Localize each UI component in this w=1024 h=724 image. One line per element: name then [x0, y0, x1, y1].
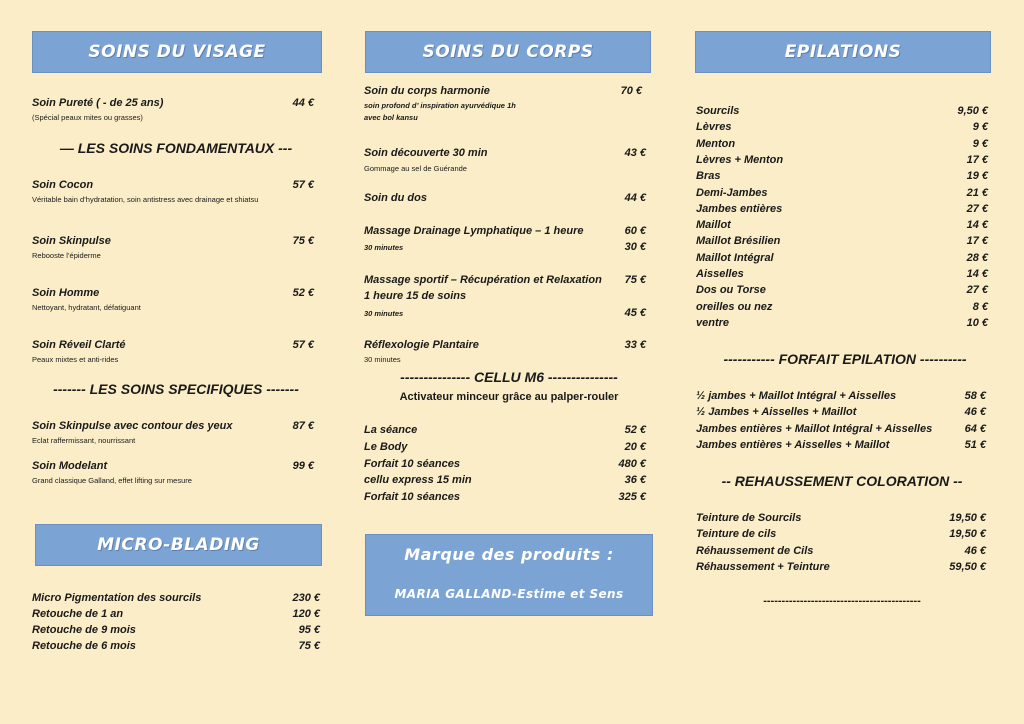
sportif-name: Massage sportif – Récupération et Relaxation: [364, 274, 602, 286]
epilation-item-price: 9 €: [972, 137, 988, 150]
epilation-item-price: 9 €: [972, 121, 988, 134]
specifiques-title: ------- LES SOINS SPECIFIQUES -------: [53, 381, 299, 397]
forfait-item-name: Jambes entières + Maillot Intégral + Aisselles: [696, 422, 933, 435]
rehaussement-item-price: 46 €: [964, 544, 986, 557]
decouverte-name: Soin découverte 30 min: [364, 147, 488, 159]
forfait-item-price: 51 €: [964, 438, 986, 451]
epilation-item-price: 17 €: [966, 153, 988, 166]
cellu-subtitle: Activateur minceur grâce au palper-rouler: [399, 391, 619, 403]
retouche-1an-price: 120 €: [292, 608, 320, 620]
epilations-header: EPILATIONS: [695, 31, 991, 73]
cocon-price: 57 €: [292, 179, 314, 191]
fondamentaux-title: — LES SOINS FONDAMENTAUX ---: [59, 140, 293, 156]
epilation-item-price: 27 €: [966, 284, 988, 297]
forfait-item-name: ½ jambes + Maillot Intégral + Aisselles: [696, 390, 897, 402]
skinpulse-price: 75 €: [292, 235, 314, 247]
epilation-item-price: 19 €: [966, 170, 988, 183]
microblading-header: MICRO-BLADING: [35, 524, 322, 566]
rehaussement-title: -- REHAUSSEMENT COLORATION --: [721, 473, 963, 489]
harmonie-price: 70 €: [620, 85, 642, 97]
epilation-item-price: 28 €: [966, 251, 988, 264]
epilation-item-name: Maillot Intégral: [696, 251, 774, 264]
rehaussement-item-name: Teinture de Sourcils: [696, 512, 802, 524]
epilation-item-name: Maillot Brésilien: [696, 235, 781, 248]
epilation-item-name: oreilles ou nez: [696, 300, 773, 313]
skinpulse-name: Soin Skinpulse: [32, 235, 111, 247]
retouche-6mois-name: Retouche de 6 mois: [32, 640, 136, 652]
sportif-line2: 1 heure 15 de soins: [364, 290, 467, 302]
marque-line1: Marque des produits :: [404, 545, 614, 564]
homme-price: 52 €: [292, 287, 314, 299]
cellu-seance-price: 52 €: [624, 424, 646, 436]
skinpulse-desc: Rebooste l’épiderme: [32, 251, 101, 260]
homme-desc: Nettoyant, hydratant, défatiguant: [32, 303, 141, 312]
reveil-price: 57 €: [292, 339, 314, 351]
rehaussement-item-name: Réhaussement de Cils: [696, 544, 814, 557]
forfait-item-price: 46 €: [964, 406, 986, 419]
cellu-forfait-price: 480 €: [618, 458, 646, 470]
cellu-forfait-2-name: Forfait 10 séances: [364, 491, 460, 503]
homme-name: Soin Homme: [32, 287, 100, 299]
purete-desc: (Spécial peaux mites ou grasses): [32, 113, 143, 122]
forfait-epilation-title: ----------- FORFAIT EPILATION ----------: [723, 351, 967, 367]
epilation-item-price: 14 €: [966, 268, 988, 280]
dos-price: 44 €: [624, 192, 646, 204]
sportif-sub-price: 45 €: [624, 307, 646, 319]
epilation-item-name: Bras: [696, 170, 721, 183]
marque-line2: MARIA GALLAND-Estime et Sens: [394, 587, 624, 601]
drainage-price: 60 €: [624, 225, 646, 237]
skinpulse-yeux-price: 87 €: [292, 420, 314, 432]
micro-pigmentation-name: Micro Pigmentation des sourcils: [32, 592, 202, 604]
epilation-item-price: 8 €: [972, 300, 988, 313]
forfait-item-price: 58 €: [964, 390, 986, 402]
forfait-item-name: Jambes entières + Aisselles + Maillot: [696, 438, 890, 451]
epilation-item-name: Menton: [696, 137, 736, 150]
rehaussement-item-price: 59,50 €: [949, 560, 986, 573]
decouverte-desc: Gommage au sel de Guérande: [364, 164, 467, 173]
rehaussement-item-name: Teinture de cils: [696, 528, 777, 541]
footer-rule: -------------------------------------------: [763, 595, 921, 607]
reveil-name: Soin Réveil Clarté: [32, 339, 126, 351]
forfait-item-price: 64 €: [964, 422, 986, 435]
cellu-body-name: Le Body: [364, 441, 408, 453]
forfait-item-name: ½ Jambes + Aisselles + Maillot: [696, 406, 857, 419]
cocon-name: Soin Cocon: [32, 179, 94, 191]
epilation-item-name: Aisselles: [696, 268, 744, 280]
cellu-express-name: cellu express 15 min: [364, 474, 472, 486]
sportif-price: 75 €: [624, 274, 646, 286]
rehaussement-item-price: 19,50 €: [949, 512, 986, 524]
modelant-name: Soin Modelant: [32, 460, 108, 472]
drainage-sub: 30 minutes: [364, 243, 404, 252]
epilation-item-name: Demi-Jambes: [696, 186, 768, 199]
reflexologie-price: 33 €: [624, 339, 646, 351]
skinpulse-yeux-desc: Eclat raffermissant, nourrissant: [32, 436, 136, 445]
reflexologie-name: Réflexologie Plantaire: [364, 339, 479, 351]
cellu-forfait-name: Forfait 10 séances: [364, 458, 460, 470]
rehaussement-item-name: Réhaussement + Teinture: [696, 560, 830, 573]
retouche-1an-name: Retouche de 1 an: [32, 608, 124, 620]
epilation-item-price: 9,50 €: [957, 105, 988, 117]
rehaussement-item-price: 19,50 €: [949, 528, 986, 541]
reveil-desc: Peaux mixtes et anti-rides: [32, 355, 119, 364]
soins-corps-header: SOINS DU CORPS: [365, 31, 651, 73]
micro-pigmentation-price: 230 €: [292, 592, 320, 604]
cellu-express-price: 36 €: [624, 474, 646, 486]
drainage-name: Massage Drainage Lymphatique – 1 heure: [364, 225, 584, 237]
modelant-price: 99 €: [292, 460, 314, 472]
epilation-item-name: Lèvres: [696, 121, 732, 134]
decouverte-price: 43 €: [624, 147, 646, 159]
drainage-sub-price: 30 €: [624, 241, 646, 253]
epilation-item-price: 27 €: [966, 202, 988, 215]
retouche-9mois-name: Retouche de 9 mois: [32, 624, 136, 636]
cocon-desc: Véritable bain d’hydratation, soin antistress avec drainage et shiatsu: [32, 195, 259, 204]
soins-visage-header: SOINS DU VISAGE: [32, 31, 322, 73]
epilation-item-price: 10 €: [966, 316, 988, 329]
purete-price: 44 €: [292, 97, 314, 109]
harmonie-name: Soin du corps harmonie: [364, 85, 490, 97]
skinpulse-yeux-name: Soin Skinpulse avec contour des yeux: [32, 420, 233, 432]
retouche-9mois-price: 95 €: [298, 624, 320, 636]
harmonie-desc-1: soin profond d’ inspiration ayurvédique 1h: [364, 101, 516, 110]
modelant-desc: Grand classique Galland, effet lifting sur mesure: [32, 476, 192, 485]
cellu-seance-name: La séance: [364, 424, 418, 436]
epilation-item-name: Dos ou Torse: [696, 284, 766, 297]
marque-box: [365, 534, 653, 616]
cellu-title: --------------- CELLU M6 ---------------: [400, 369, 618, 385]
epilation-item-name: Sourcils: [696, 105, 740, 117]
epilation-item-price: 21 €: [966, 186, 988, 199]
epilation-item-price: 17 €: [966, 235, 988, 248]
epilation-item-name: Lèvres + Menton: [696, 153, 784, 166]
epilation-item-price: 14 €: [966, 219, 988, 232]
purete-name: Soin Pureté ( - de 25 ans): [32, 97, 164, 109]
harmonie-desc-2: avec bol kansu: [364, 113, 418, 122]
sportif-sub: 30 minutes: [364, 309, 404, 318]
epilation-item-name: ventre: [696, 316, 730, 329]
reflexologie-sub: 30 minutes: [364, 355, 401, 364]
epilation-item-name: Jambes entières: [696, 202, 783, 215]
dos-name: Soin du dos: [364, 192, 427, 204]
epilation-item-name: Maillot: [696, 219, 731, 232]
retouche-6mois-price: 75 €: [298, 640, 320, 652]
cellu-body-price: 20 €: [624, 441, 646, 453]
cellu-forfait-2-price: 325 €: [618, 491, 646, 503]
